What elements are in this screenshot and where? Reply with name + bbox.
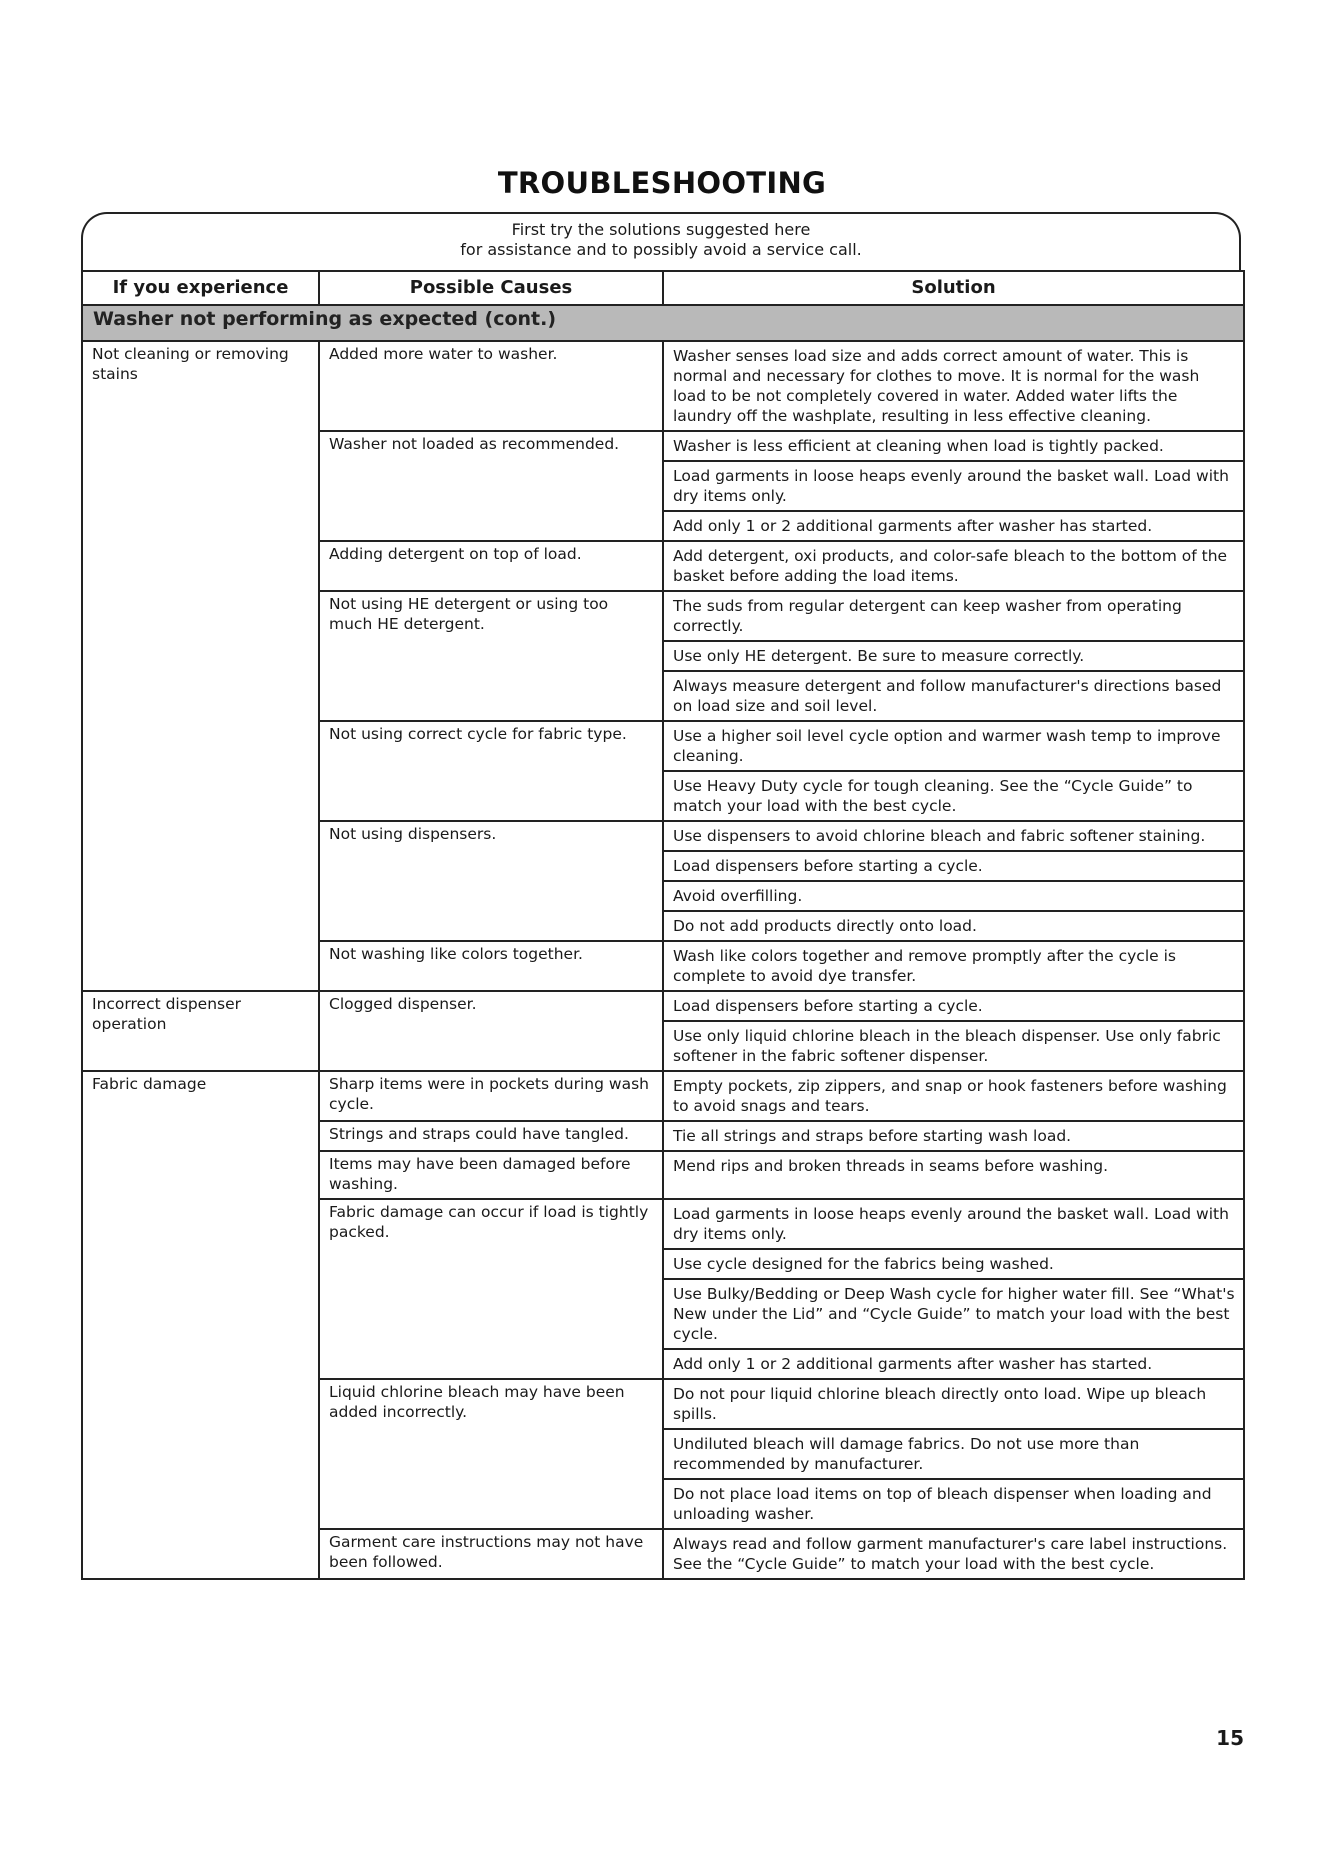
solution-cell: Wash like colors together and remove promptly after the cycle is complete to avoid dye transfer. [663,941,1244,991]
solution-cell: Add only 1 or 2 additional garments after washer has started. [663,511,1244,541]
solution-cell: Add detergent, oxi products, and color-safe bleach to the bottom of the basket before adding the load items. [663,541,1244,591]
cause-cell: Added more water to washer. [319,341,663,431]
cause-cell: Not using dispensers. [319,821,663,941]
table-row [82,1071,1244,1121]
cause-cell: Garment care instructions may not have been followed. [319,1529,663,1579]
troubleshooting-table [81,270,1245,1580]
solution-cell: Empty pockets, zip zippers, and snap or hook fasteners before washing to avoid snags and tears. [663,1071,1244,1121]
solution-cell: Use Bulky/Bedding or Deep Wash cycle for higher water fill. See “What's New under the Lid” and “Cycle Guide” to match your load with the best cycle. [663,1279,1244,1349]
table-row [82,991,1244,1021]
solution-cell: Use only liquid chlorine bleach in the bleach dispenser. Use only fabric softener in the fabric softener dispenser. [663,1021,1244,1071]
solution-cell: Washer senses load size and adds correct amount of water. This is normal and necessary for clothes to move. It is normal for the wash load to be not completely covered in water. Added water lifts the laundry off the washplate, resulting in less effective cleaning. [663,341,1244,431]
solution-cell: Do not pour liquid chlorine bleach directly onto load. Wipe up bleach spills. [663,1379,1244,1429]
header-causes: Possible Causes [319,271,663,305]
header-solution: Solution [663,271,1244,305]
solution-cell: Use dispensers to avoid chlorine bleach and fabric softener staining. [663,821,1244,851]
cause-cell: Strings and straps could have tangled. [319,1121,663,1151]
solution-cell: Load garments in loose heaps evenly around the basket wall. Load with dry items only. [663,1199,1244,1249]
cause-cell: Adding detergent on top of load. [319,541,663,591]
cause-cell: Liquid chlorine bleach may have been added incorrectly. [319,1379,663,1529]
section-row [82,305,1244,341]
solution-cell: Load garments in loose heaps evenly around the basket wall. Load with dry items only. [663,461,1244,511]
page-title: TROUBLESHOOTING [497,166,827,200]
header-experience: If you experience [82,271,319,305]
solution-cell: Always read and follow garment manufacturer's care label instructions. See the “Cycle Guide” to match your load with the best cycle. [663,1529,1244,1579]
solution-cell: Do not add products directly onto load. [663,911,1244,941]
table-header-row [82,271,1244,305]
solution-cell: Tie all strings and straps before starting wash load. [663,1121,1244,1151]
solution-cell: Use cycle designed for the fabrics being washed. [663,1249,1244,1279]
cause-cell: Washer not loaded as recommended. [319,431,663,541]
solution-cell: Washer is less efficient at cleaning when load is tightly packed. [663,431,1244,461]
problem-cell: Not cleaning or removing stains [82,341,319,991]
solution-cell: Use Heavy Duty cycle for tough cleaning. See the “Cycle Guide” to match your load with the best cycle. [663,771,1244,821]
solution-cell: Undiluted bleach will damage fabrics. Do not use more than recommended by manufacturer. [663,1429,1244,1479]
section-title: Washer not performing as expected (cont.) [93,308,557,330]
cause-cell: Sharp items were in pockets during wash cycle. [319,1071,663,1121]
solution-cell: Load dispensers before starting a cycle. [663,991,1244,1021]
table-body [82,305,1244,1579]
cause-cell: Not using HE detergent or using too much HE detergent. [319,591,663,721]
problem-cell: Incorrect dispenser operation [82,991,319,1071]
cause-cell: Not washing like colors together. [319,941,663,991]
solution-cell: Do not place load items on top of bleach dispenser when loading and unloading washer. [663,1479,1244,1529]
solution-cell: Add only 1 or 2 additional garments after washer has started. [663,1349,1244,1379]
intro-text [81,220,1241,260]
cause-cell: Clogged dispenser. [319,991,663,1071]
solution-cell: Use a higher soil level cycle option and warmer wash temp to improve cleaning. [663,721,1244,771]
page-number: 15 [1216,1726,1244,1750]
solution-cell: Use only HE detergent. Be sure to measure correctly. [663,641,1244,671]
solution-cell: Always measure detergent and follow manufacturer's directions based on load size and soil level. [663,671,1244,721]
solution-cell: The suds from regular detergent can keep washer from operating correctly. [663,591,1244,641]
cause-cell: Items may have been damaged before washing. [319,1151,663,1199]
problem-cell: Fabric damage [82,1071,319,1579]
solution-cell: Mend rips and broken threads in seams before washing. [663,1151,1244,1199]
cause-cell: Fabric damage can occur if load is tightly packed. [319,1199,663,1379]
cause-cell: Not using correct cycle for fabric type. [319,721,663,821]
table-row [82,341,1244,431]
intro-line-2: for assistance and to possibly avoid a service call. [460,240,862,259]
intro-line-1: First try the solutions suggested here [511,220,811,239]
solution-cell: Avoid overfilling. [663,881,1244,911]
solution-cell: Load dispensers before starting a cycle. [663,851,1244,881]
